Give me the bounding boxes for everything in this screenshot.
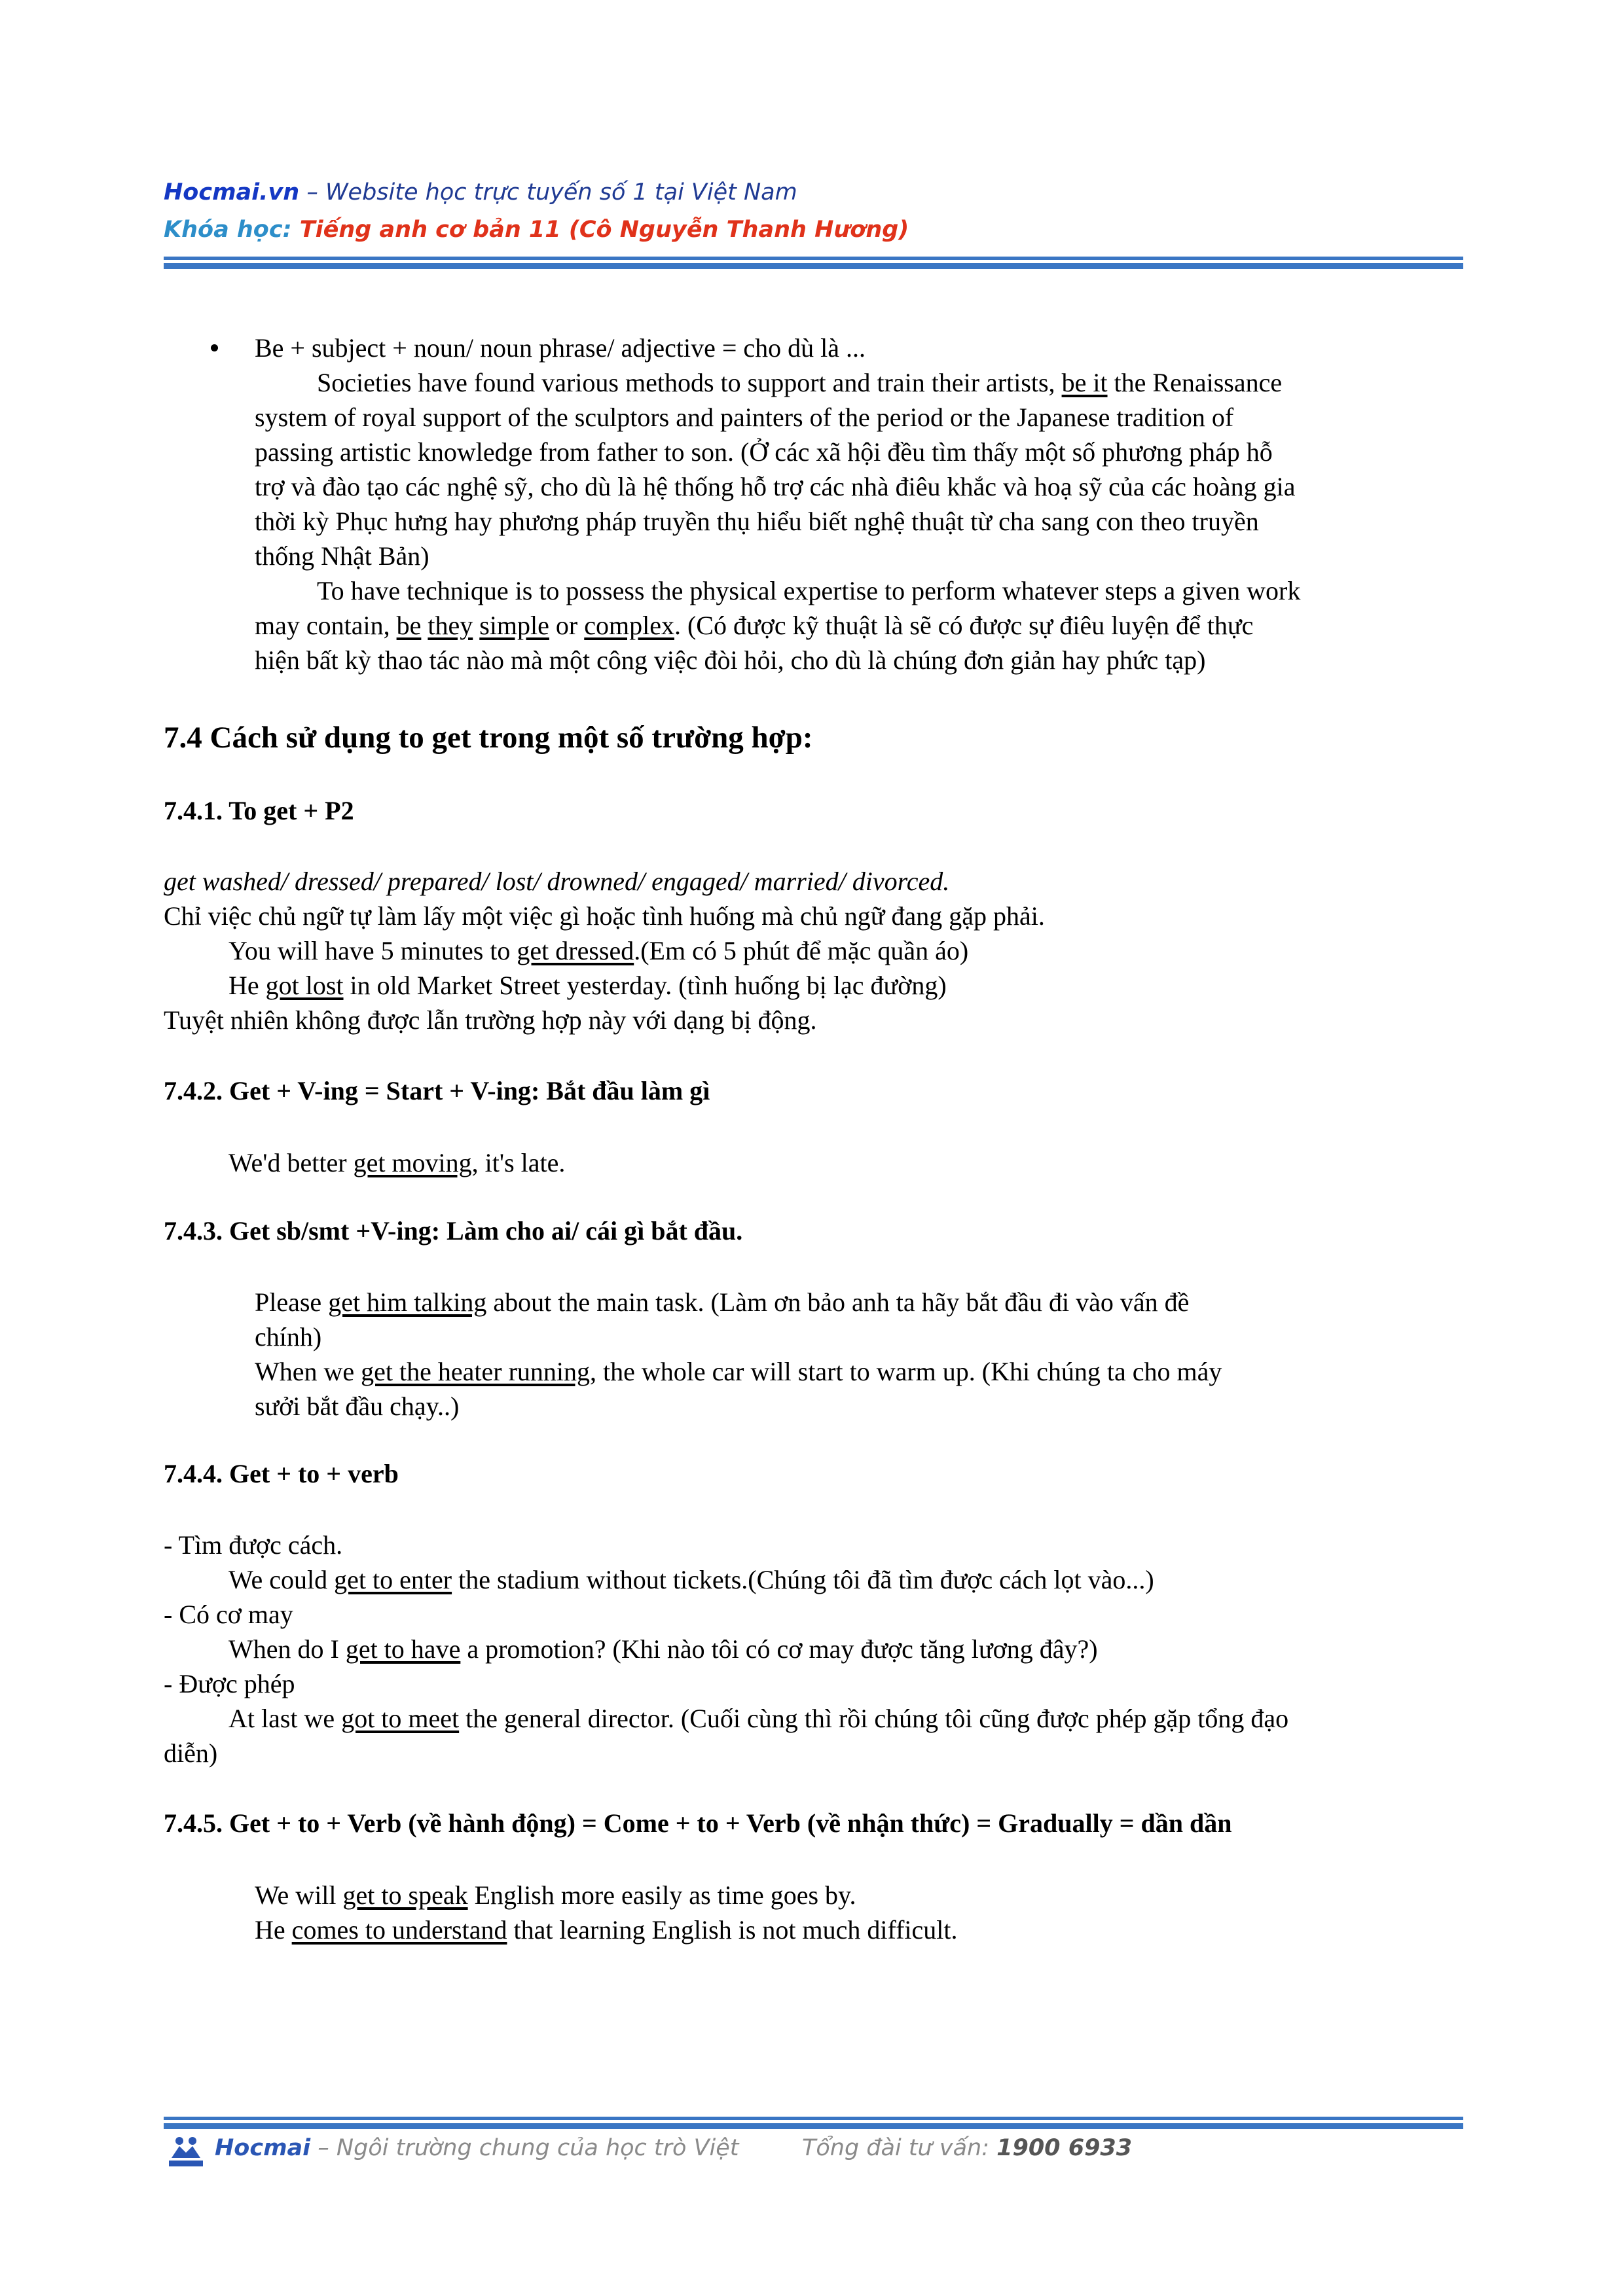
course-name: Tiếng anh cơ bản 11 (Cô Nguyễn Thanh Hương) [299,217,909,243]
example-line: system of royal support of the sculptors and painters of the period or the Japanese tradition of [255,403,1234,432]
hotline-label: Tổng đài tư vấn: [802,2135,997,2161]
example-line: chính) [255,1322,322,1352]
subsection-heading: 7.4.3. Get sb/smt +V-ing: Làm cho ai/ cái gì bắt đầu. [164,1216,743,1246]
highlight-phrase: complex [584,611,674,640]
footer-rule-thin [164,2117,1463,2120]
hocmai-logo-icon[interactable] [166,2136,206,2168]
example-line: thời kỳ Phục hưng hay phương pháp truyền thụ hiểu biết nghệ thuật từ cha sang con theo truyền [255,507,1259,536]
highlight-phrase: simple [479,611,549,640]
meaning-label: - Có cơ may [164,1600,293,1629]
section-heading: 7.4 Cách sử dụng to get trong một số trường hợp: [164,721,813,755]
example-line: thống Nhật Bản) [255,541,429,571]
example-line: Please get him talking about the main task. (Làm ơn bảo anh ta hãy bắt đầu đi vào vấn đề [255,1287,1190,1317]
example-line: He comes to understand that learning English is not much difficult. [255,1915,958,1945]
highlight-phrase: got lost [265,971,344,1000]
highlight-phrase: get the heater running [361,1357,591,1386]
footer-rule-thick [164,2123,1463,2129]
highlight-phrase: they [428,611,473,640]
example-line: sưởi bắt đầu chạy..) [255,1391,460,1421]
subsection-heading: 7.4.5. Get + to + Verb (về hành động) = Come + to + Verb (về nhận thức) = Gradually = dần dần [164,1808,1232,1838]
example-line: To have technique is to possess the physical expertise to perform whatever steps a given work [317,576,1301,605]
course-label: Khóa học: [164,217,300,243]
highlight-phrase: got to meet [341,1704,460,1733]
example-line: hiện bất kỳ thao tác nào mà một công việc đòi hỏi, cho dù là chúng đơn giản hay phức tạp) [255,645,1206,675]
footer-hotline-line [802,2135,1132,2161]
header-site-line [164,179,797,206]
highlight-phrase: be [396,611,422,640]
subsection-heading: 7.4.4. Get + to + verb [164,1459,399,1488]
subsection-heading: 7.4.1. To get + P2 [164,796,354,825]
example-line: We will get to speak English more easily as time goes by. [255,1880,856,1910]
example-line: passing artistic knowledge from father to son. (Ở các xã hội đều tìm thấy một số phương pháp hỗ [255,437,1273,467]
example-line: He got lost in old Market Street yesterday. (tình huống bị lạc đường) [228,971,947,1000]
footer-tagline: – Ngôi trường chung của học trò Việt [310,2135,739,2161]
example-line: may contain, be they simple or complex. (Có được kỹ thuật là sẽ có được sự điêu luyện để thực [255,611,1254,640]
site-tagline: – Website học trực tuyến số 1 tại Việt Nam [299,179,797,206]
header-rule-thick [164,263,1463,269]
footer-brand-line [215,2135,739,2161]
highlight-phrase: get moving [353,1148,472,1177]
footer-brand[interactable]: Hocmai [215,2135,311,2161]
note: Tuyệt nhiên không được lẫn trường hợp này với dạng bị động. [164,1005,817,1035]
highlight-phrase: get dressed [517,936,634,965]
example-line: Societies have found various methods to support and train their artists, be it the Renaissance [317,368,1283,397]
highlight-phrase: get to have [345,1634,461,1664]
highlight-phrase: be it [1061,368,1108,397]
example-line: trợ và đào tạo các nghệ sỹ, cho dù là hệ thống hỗ trợ các nhà điêu khắc và hoạ sỹ của các hoàng gia [255,472,1296,501]
site-brand[interactable]: Hocmai.vn [164,179,300,206]
rule-be-subject: Be + subject + noun/ noun phrase/ adjective = cho dù là ... [255,333,866,363]
highlight-phrase: get to speak [342,1880,468,1910]
subsection-heading: 7.4.2. Get + V-ing = Start + V-ing: Bắt đầu làm gì [164,1076,710,1105]
highlight-phrase: comes to understand [291,1915,507,1945]
example-line: We could get to enter the stadium without tickets.(Chúng tôi đã tìm được cách lọt vào...) [228,1565,1154,1594]
verb-list: get washed/ dressed/ prepared/ lost/ drowned/ engaged/ married/ divorced. [164,867,950,896]
example-line: You will have 5 minutes to get dressed.(Em có 5 phút để mặc quần áo) [228,936,969,965]
example-line: diễn) [164,1738,218,1768]
meaning-label: - Được phép [164,1669,295,1698]
highlight-phrase: get to enter [334,1565,452,1594]
example-line: At last we got to meet the general director. (Cuối cùng thì rồi chúng tôi cũng được phép gặp tổng đạo [228,1704,1289,1733]
header-course-line [164,217,909,243]
hotline-number[interactable]: 1900 6933 [996,2135,1133,2161]
example-line: We'd better get moving, it's late. [228,1148,566,1177]
highlight-phrase: get him talking [328,1287,487,1317]
bullet-icon [211,344,218,351]
meaning-label: - Tìm được cách. [164,1530,343,1560]
header-rule-thin [164,257,1463,260]
example-line: When do I get to have a promotion? (Khi nào tôi có cơ may được tăng lương đây?) [228,1634,1098,1664]
explanation: Chỉ việc chủ ngữ tự làm lấy một việc gì hoặc tình huống mà chủ ngữ đang gặp phải. [164,901,1045,931]
example-line: When we get the heater running, the whole car will start to warm up. (Khi chúng ta cho máy [255,1357,1222,1386]
